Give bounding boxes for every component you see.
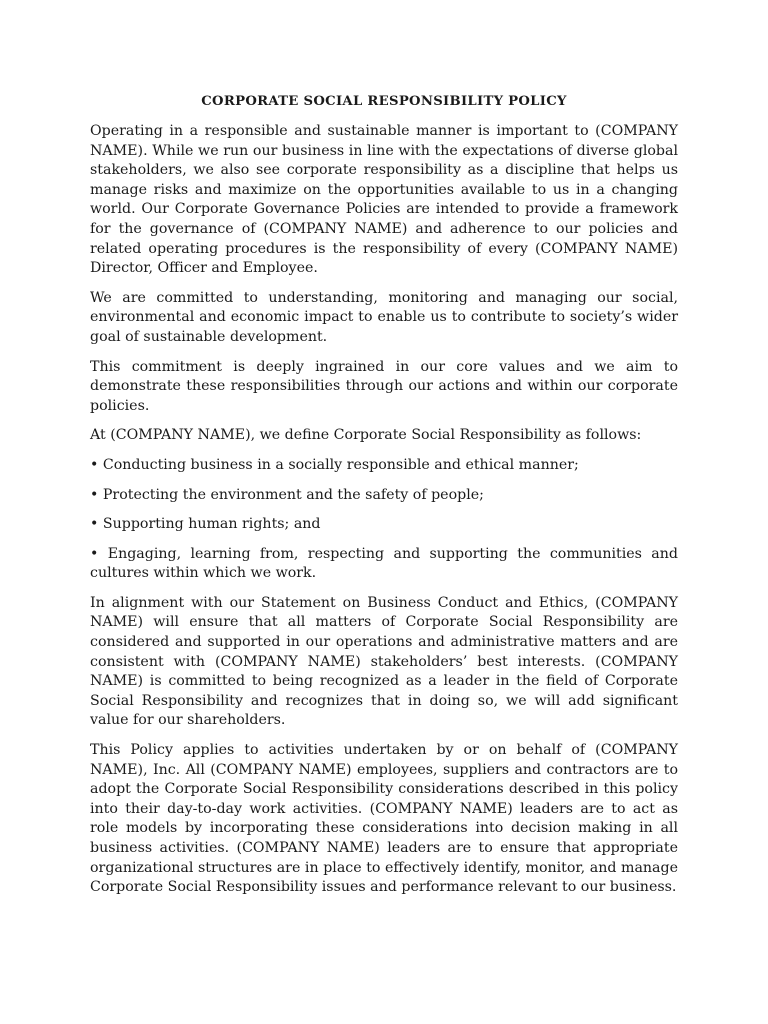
bullet-item: • Protecting the environment and the safety of people;: [90, 486, 484, 503]
paragraph-alignment: In alignment with our Statement on Business Conduct and Ethics, (COMPANY NAME) will ensure that all matters of Corporate Social Responsibility are considered and supported in our operations and administrative matters and are consistent with (COMPANY NAME) stakeholders’ best interests. (COMPANY NAME) is committed to being recognized as a leader in the field of Corporate Social Responsibility and recognizes that in doing so, we will add significant value for our shareholders.: [90, 594, 678, 729]
document-title: CORPORATE SOCIAL RESPONSIBILITY POLICY: [201, 94, 567, 109]
paragraph-commitment: We are committed to understanding, monitoring and managing our social, environmental and economic impact to enable us to contribute to society’s wider goal of sustainable development.: [90, 289, 678, 345]
document-page: [90, 92, 678, 908]
bullet-item: • Conducting business in a socially responsible and ethical manner;: [90, 456, 579, 473]
paragraph-definition-lead: At (COMPANY NAME), we define Corporate Social Responsibility as follows:: [90, 427, 642, 444]
bullet-item: • Engaging, learning from, respecting and supporting the communities and cultures within which we work.: [90, 545, 678, 582]
paragraph-intro: Operating in a responsible and sustainable manner is important to (COMPANY NAME). While we run our business in line with the expectations of diverse global stakeholders, we also see corporate responsibility as a discipline that helps us manage risks and maximize on the opportunities available to us in a changing world. Our Corporate Governance Policies are intended to provide a framework for the governance of (COMPANY NAME) and adherence to our policies and related operating procedures is the responsibility of every (COMPANY NAME) Director, Officer and Employee.: [90, 123, 678, 277]
paragraph-values: This commitment is deeply ingrained in our core values and we aim to demonstrate these responsibilities through our actions and within our corporate policies.: [90, 358, 678, 414]
paragraph-scope: This Policy applies to activities undertaken by or on behalf of (COMPANY NAME), Inc. All (COMPANY NAME) employees, suppliers and contractors are to adopt the Corporate Social Responsibility considerations described in this policy into their day-to-day work activities. (COMPANY NAME) leaders are to act as role models by incorporating these considerations into decision making in all business activities. (COMPANY NAME) leaders are to ensure that appropriate organizational structures are in place to effectively identify, monitor, and manage Corporate Social Responsibility issues and performance relevant to our business.: [90, 742, 678, 896]
bullet-item: • Supporting human rights; and: [90, 516, 321, 533]
